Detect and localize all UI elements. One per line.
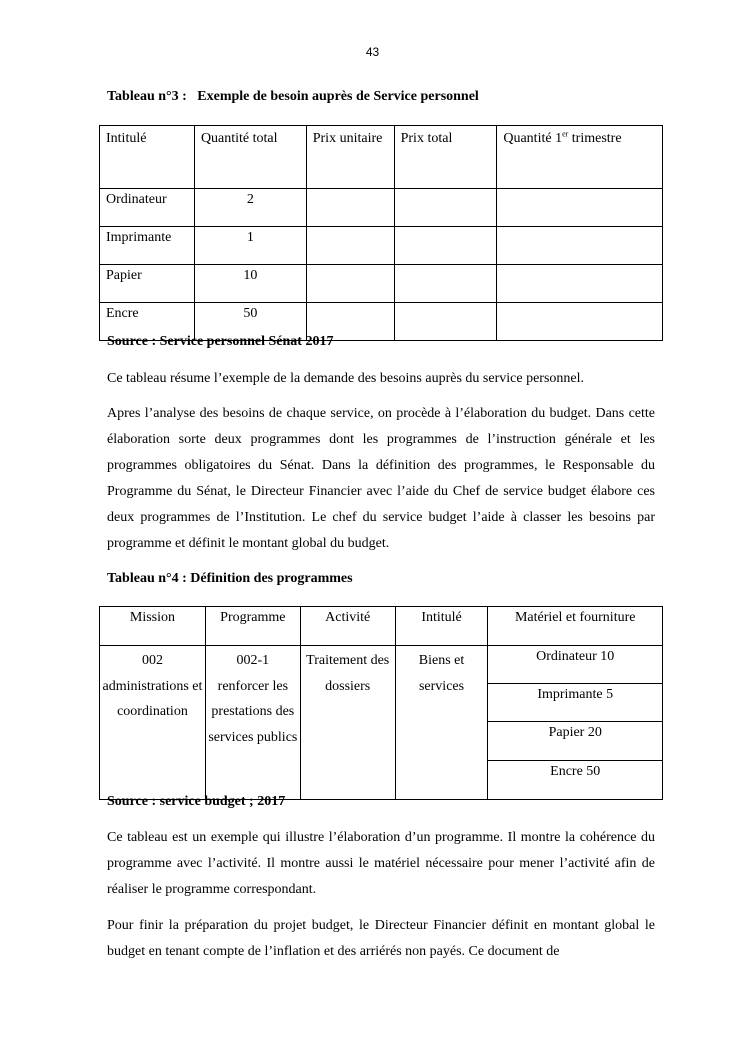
table3-cell-qty: 50 xyxy=(194,303,306,341)
mission-text: administrations et coordination xyxy=(102,678,203,719)
table3-cell-item: Papier xyxy=(100,265,195,303)
table3-cell-empty xyxy=(306,189,394,227)
page-number: 43 xyxy=(365,45,380,59)
table4-cell-materiel: Ordinateur 10 xyxy=(488,646,663,684)
paragraph-2: Apres l’analyse des besoins de chaque service, on procède à l’élaboration du budget. Dans cette élaboration sorte deux programmes dont les programmes de l’instruction générale et les programmes obligatoires du Sénat. Dans la définition des programmes, le Responsable du Programme du Sénat, le Directeur Financier avec l’aide du Chef de service budget élabore ces deux programmes de l’Institution. Le chef du service budget l’aide à classer les besoins par programme et définit le montant global du budget. xyxy=(107,406,655,551)
q1-suffix: trimestre xyxy=(568,131,622,146)
paragraph-4: Pour finir la préparation du projet budget, le Directeur Financier définit en montant global le budget en tenant compte de l’inflation et des arriérés non payés. Ce document de xyxy=(107,918,655,959)
table3-header-prix-unitaire: Prix unitaire xyxy=(306,126,394,189)
table-row xyxy=(100,646,663,684)
table4-cell-materiel: Encre 50 xyxy=(488,761,663,800)
table3-cell-item: Encre xyxy=(100,303,195,341)
programme-text: renforcer les prestations des services publics xyxy=(208,678,298,745)
table3-header-row xyxy=(100,126,663,189)
table4-cell-materiel: Imprimante 5 xyxy=(488,684,663,722)
table4-header-activite: Activité xyxy=(300,607,395,646)
table4-cell-programme xyxy=(205,646,300,800)
q1-prefix: Quantité 1 xyxy=(503,131,563,146)
table3-cell-qty: 1 xyxy=(194,227,306,265)
table3-caption-label: Tableau n°3 : xyxy=(107,89,187,104)
table4-header-programme: Programme xyxy=(205,607,300,646)
table3 xyxy=(99,125,663,341)
table4-cell-intitule: Biens et services xyxy=(395,646,488,800)
table3-cell-qty: 2 xyxy=(194,189,306,227)
table3-header-quantite-trimestre xyxy=(497,126,663,189)
programme-code: 002-1 xyxy=(236,653,270,668)
paragraph-1: Ce tableau résume l’exemple de la demande des besoins auprès du service personnel. xyxy=(107,371,584,386)
table3-header-intitule: Intitulé xyxy=(100,126,195,189)
table3-cell-item: Ordinateur xyxy=(100,189,195,227)
table3-caption xyxy=(107,89,479,105)
table3-cell-item: Imprimante xyxy=(100,227,195,265)
table3-header-quantite: Quantité total xyxy=(194,126,306,189)
table4-header-materiel: Matériel et fourniture xyxy=(488,607,663,646)
table-row xyxy=(100,227,663,265)
table4-header-mission: Mission xyxy=(100,607,206,646)
table3-header-prix-total: Prix total xyxy=(394,126,497,189)
table3-source: Source : Service personnel Sénat 2017 xyxy=(107,334,334,349)
table4-header-row xyxy=(100,607,663,646)
table-row xyxy=(100,265,663,303)
table3-cell-empty xyxy=(394,265,497,303)
table3-cell-empty xyxy=(306,265,394,303)
table-row xyxy=(100,189,663,227)
paragraph-3: Ce tableau est un exemple qui illustre l’élaboration d’un programme. Il montre la cohérence du programme avec l’activité. Il montre aussi le matériel nécessaire pour mener l’activité afin de réaliser le programme correspondant. xyxy=(107,830,655,897)
table4-cell-mission xyxy=(100,646,206,800)
table4-source: Source : service budget ; 2017 xyxy=(107,794,286,809)
table3-cell-empty xyxy=(394,303,497,341)
table4-header-intitule: Intitulé xyxy=(395,607,488,646)
table3-cell-qty: 10 xyxy=(194,265,306,303)
table3-cell-empty xyxy=(497,189,663,227)
table3-cell-empty xyxy=(394,227,497,265)
table4-caption: Tableau n°4 : Définition des programmes xyxy=(107,571,353,586)
table3-cell-empty xyxy=(497,227,663,265)
table3-cell-empty xyxy=(497,303,663,341)
table4-cell-activite: Traitement des dossiers xyxy=(300,646,395,800)
table3-cell-empty xyxy=(394,189,497,227)
table4-cell-materiel: Papier 20 xyxy=(488,722,663,761)
table3-cell-empty xyxy=(497,265,663,303)
table3-caption-title: Exemple de besoin auprès de Service personnel xyxy=(197,89,479,104)
q1-sup: er xyxy=(562,129,569,139)
table3-cell-empty xyxy=(306,227,394,265)
table4 xyxy=(99,606,663,800)
mission-code: 002 xyxy=(141,653,163,668)
